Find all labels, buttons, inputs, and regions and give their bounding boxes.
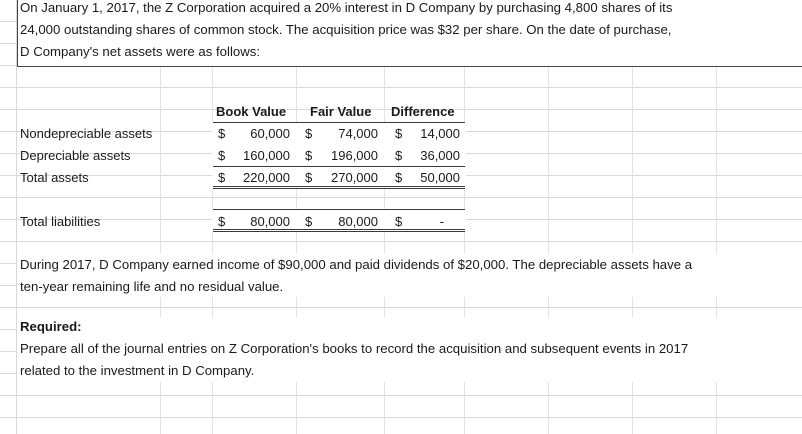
subtotal-rule [213, 166, 465, 167]
liabilities-top-rule [213, 209, 465, 210]
cell-fair-nondepreciable: 74,000 [338, 126, 378, 141]
currency-symbol: $ [305, 148, 313, 163]
cell-diff-total-liabilities: - [439, 214, 444, 229]
currency-symbol: $ [395, 170, 403, 185]
cell-diff-depreciable: 36,000 [420, 148, 460, 163]
cell-book-depreciable: 160,000 [243, 148, 290, 163]
intro-line-3: D Company's net assets were as follows: [20, 44, 260, 59]
cell-book-total-assets: 220,000 [243, 170, 290, 185]
cell-fair-total-liabilities: 80,000 [338, 214, 378, 229]
liabilities-double-rule-top [213, 229, 465, 230]
cell-fair-depreciable: 196,000 [331, 148, 378, 163]
required-line-1: Prepare all of the journal entries on Z Corporation's books to record the acquisition and subsequent events in 2017 [20, 341, 689, 356]
row-label-nondepreciable: Nondepreciable assets [20, 126, 153, 141]
currency-symbol: $ [395, 126, 403, 141]
currency-symbol: $ [218, 170, 226, 185]
currency-symbol: $ [218, 148, 226, 163]
currency-symbol: $ [395, 214, 403, 229]
row-label-total-liabilities: Total liabilities [20, 214, 101, 229]
currency-symbol: $ [305, 126, 313, 141]
cell-diff-total-assets: 50,000 [420, 170, 460, 185]
cell-fair-total-assets: 270,000 [331, 170, 378, 185]
currency-symbol: $ [218, 126, 226, 141]
liabilities-double-rule-bottom [213, 231, 465, 232]
cell-book-total-liabilities: 80,000 [250, 214, 290, 229]
currency-symbol: $ [395, 148, 403, 163]
merged-cell-border [17, 0, 802, 67]
total-double-rule-bottom [213, 188, 465, 189]
required-section [20, 316, 790, 382]
event-line-1: During 2017, D Company earned income of $90,000 and paid dividends of $20,000. The depreciable assets have a [20, 257, 693, 272]
cell-book-nondepreciable: 60,000 [250, 126, 290, 141]
required-line-2: related to the investment in D Company. [20, 363, 255, 378]
cell-diff-nondepreciable: 14,000 [420, 126, 460, 141]
header-difference: Difference [391, 104, 455, 119]
header-book-value: Book Value [216, 104, 287, 119]
intro-line-2: 24,000 outstanding shares of common stock. The acquisition price was $32 per share. On the date of purchase, [20, 22, 672, 37]
currency-symbol: $ [305, 214, 313, 229]
intro-line-1: On January 1, 2017, the Z Corporation acquired a 20% interest in D Company by purchasing 4,800 shares of its [20, 0, 673, 15]
header-underline [213, 122, 465, 123]
required-title: Required: [20, 319, 82, 334]
event-line-2: ten-year remaining life and no residual value. [20, 279, 284, 294]
currency-symbol: $ [218, 214, 226, 229]
event-paragraph [20, 254, 790, 298]
row-label-depreciable: Depreciable assets [20, 148, 131, 163]
row-label-total-assets: Total assets [20, 170, 89, 185]
total-double-rule-top [213, 186, 465, 187]
currency-symbol: $ [305, 170, 313, 185]
header-fair-value: Fair Value [310, 104, 372, 119]
